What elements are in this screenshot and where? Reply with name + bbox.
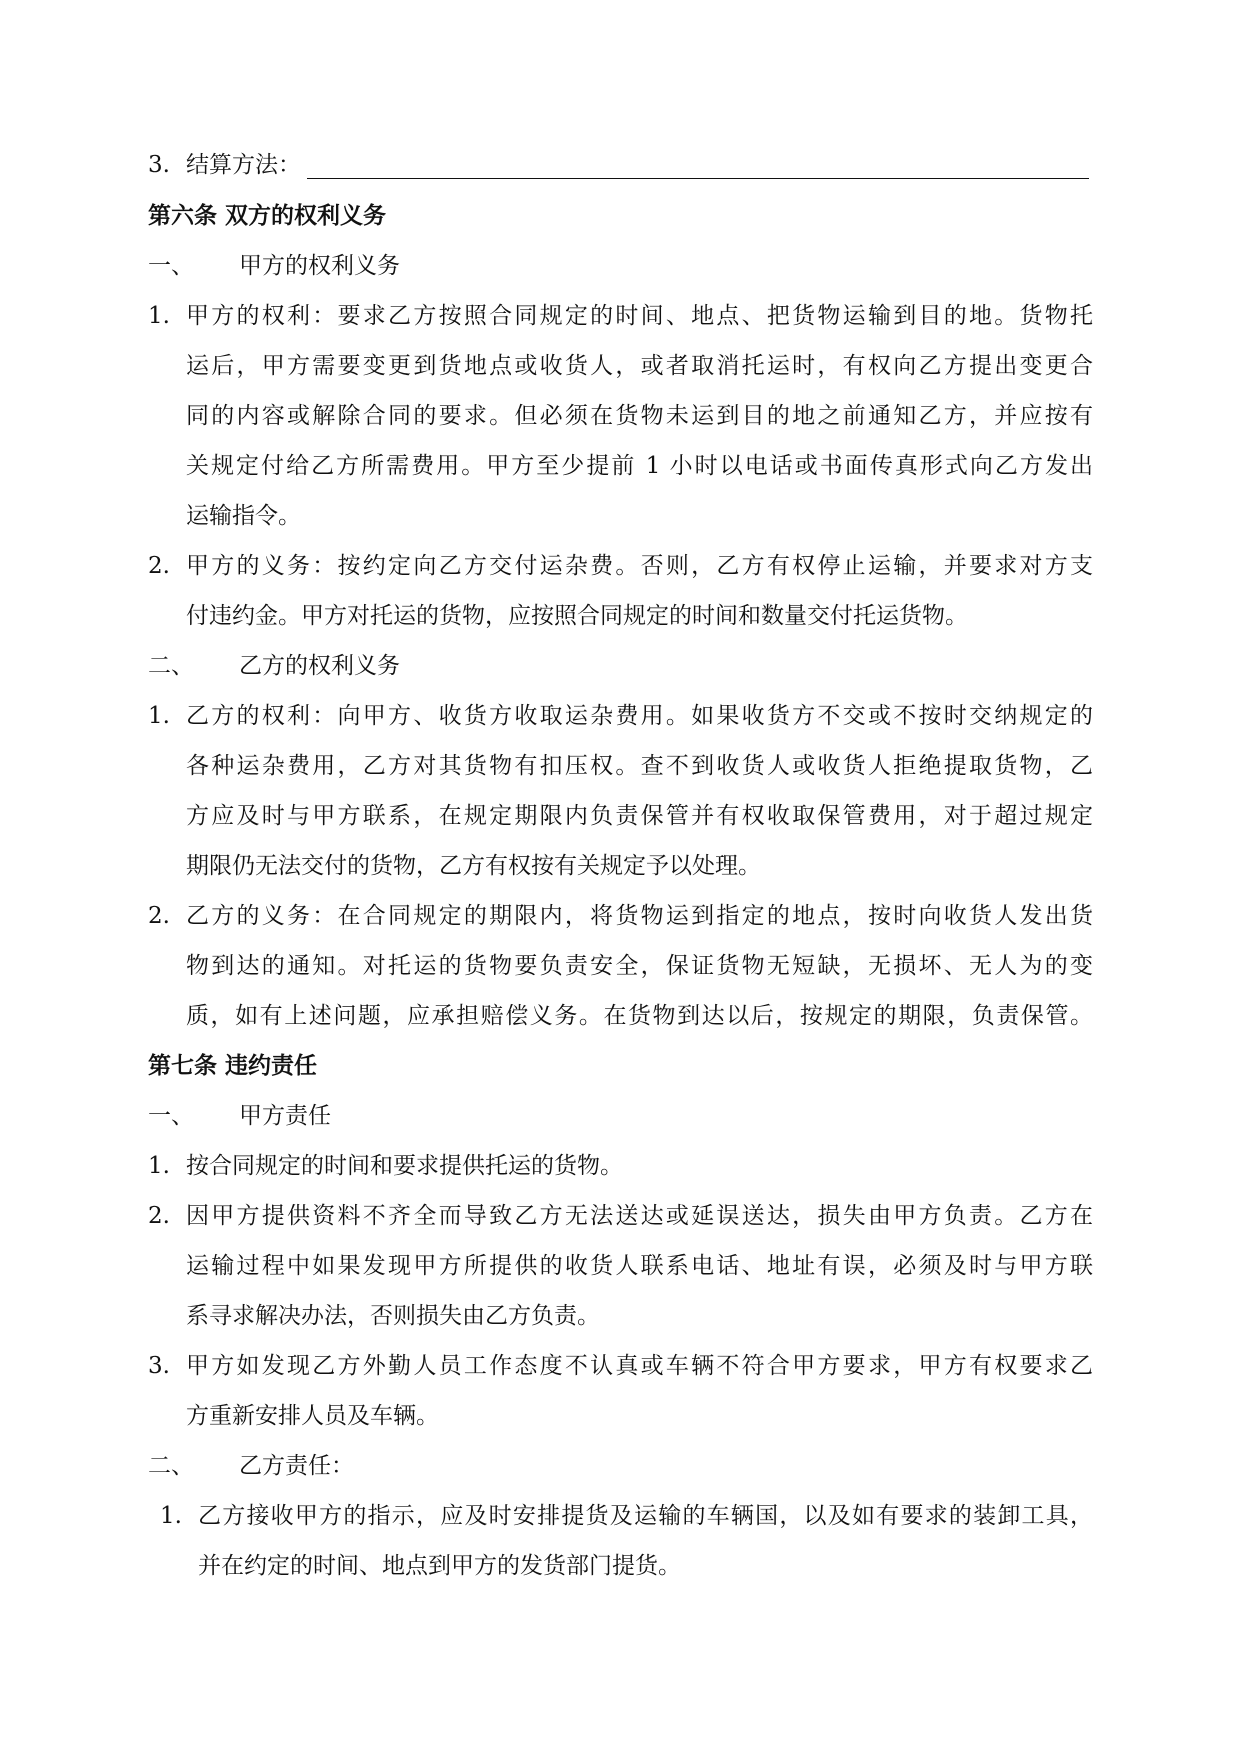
- paragraph-line: 乙方接收甲方的指示，应及时安排提货及运输的车辆国，以及如有要求的装卸工具，: [198, 1503, 1093, 1529]
- paragraph-line: 运输过程中如果发现甲方所提供的收货人联系电话、地址有误，必须及时与甲方联: [186, 1253, 1093, 1279]
- paragraph-line: 并在约定的时间、地点到甲方的发货部门提货。: [198, 1553, 681, 1579]
- paragraph-line: 甲方的权利：要求乙方按照合同规定的时间、地点、把货物运输到目的地。货物托: [186, 303, 1093, 329]
- paragraph-line: 同的内容或解除合同的要求。但必须在货物未运到目的地之前通知乙方，并应按有: [186, 403, 1093, 429]
- section-marker: 一、: [148, 253, 194, 279]
- item-number: 2.: [148, 553, 170, 579]
- paragraph-line: 甲方如发现乙方外勤人员工作态度不认真或车辆不符合甲方要求，甲方有权要求乙: [186, 1353, 1093, 1379]
- paragraph-line: 关规定付给乙方所需费用。甲方至少提前 1 小时以电话或书面传真形式向乙方发出: [186, 453, 1093, 479]
- section-title: 甲方的权利义务: [239, 253, 400, 279]
- paragraph-line: 付违约金。甲方对托运的货物，应按照合同规定的时间和数量交付托运货物。: [186, 603, 968, 629]
- paragraph-line: 运输指令。: [186, 503, 301, 529]
- item-number: 1.: [148, 1153, 170, 1179]
- paragraph-line: 乙方的权利：向甲方、收货方收取运杂费用。如果收货方不交或不按时交纳规定的: [186, 703, 1093, 729]
- paragraph-line: 系寻求解决办法，否则损失由乙方负责。: [186, 1303, 600, 1329]
- paragraph-line: 期限仍无法交付的货物，乙方有权按有关规定予以处理。: [186, 853, 761, 879]
- section-title: 乙方的权利义务: [239, 653, 400, 679]
- paragraph-line: 甲方的义务：按约定向乙方交付运杂费。否则，乙方有权停止运输，并要求对方支: [186, 553, 1093, 579]
- paragraph-line: 方应及时与甲方联系，在规定期限内负责保管并有权收取保管费用，对于超过规定: [186, 803, 1093, 829]
- paragraph-line: 各种运杂费用，乙方对其货物有扣压权。查不到收货人或收货人拒绝提取货物，乙: [186, 753, 1093, 779]
- article-heading: 第七条 违约责任: [148, 1053, 318, 1079]
- section-marker: 一、: [148, 1103, 194, 1129]
- item-number: 1.: [148, 703, 170, 729]
- item-number: 2.: [148, 1203, 170, 1229]
- paragraph-line: 方重新安排人员及车辆。: [186, 1403, 439, 1429]
- item-number: 1.: [148, 303, 170, 329]
- paragraph-line: 按合同规定的时间和要求提供托运的货物。: [186, 1153, 623, 1179]
- item-number: 2.: [148, 903, 170, 929]
- paragraph-line: 质，如有上述问题，应承担赔偿义务。在货物到达以后，按规定的期限，负责保管。: [186, 1003, 1093, 1029]
- paragraph-line: 因甲方提供资料不齐全而导致乙方无法送达或延误送达，损失由甲方负责。乙方在: [186, 1203, 1093, 1229]
- section-title: 甲方责任: [239, 1103, 331, 1129]
- item-number: 3.: [148, 1353, 170, 1379]
- section-marker: 二、: [148, 653, 194, 679]
- item-number: 3.: [148, 152, 170, 178]
- paragraph-line: 物到达的通知。对托运的货物要负责安全，保证货物无短缺，无损坏、无人为的变: [186, 953, 1093, 979]
- paragraph-line: 运后，甲方需要变更到货地点或收货人，或者取消托运时，有权向乙方提出变更合: [186, 353, 1093, 379]
- section-title: 乙方责任：: [239, 1453, 354, 1479]
- item-number: 1.: [160, 1503, 182, 1529]
- section-marker: 二、: [148, 1453, 194, 1479]
- settlement-blank-line: [307, 178, 1089, 179]
- paragraph-line: 乙方的义务：在合同规定的期限内，将货物运到指定的地点，按时向收货人发出货: [186, 903, 1093, 929]
- article-heading: 第六条 双方的权利义务: [148, 203, 387, 229]
- settlement-label: 结算方法：: [186, 152, 301, 178]
